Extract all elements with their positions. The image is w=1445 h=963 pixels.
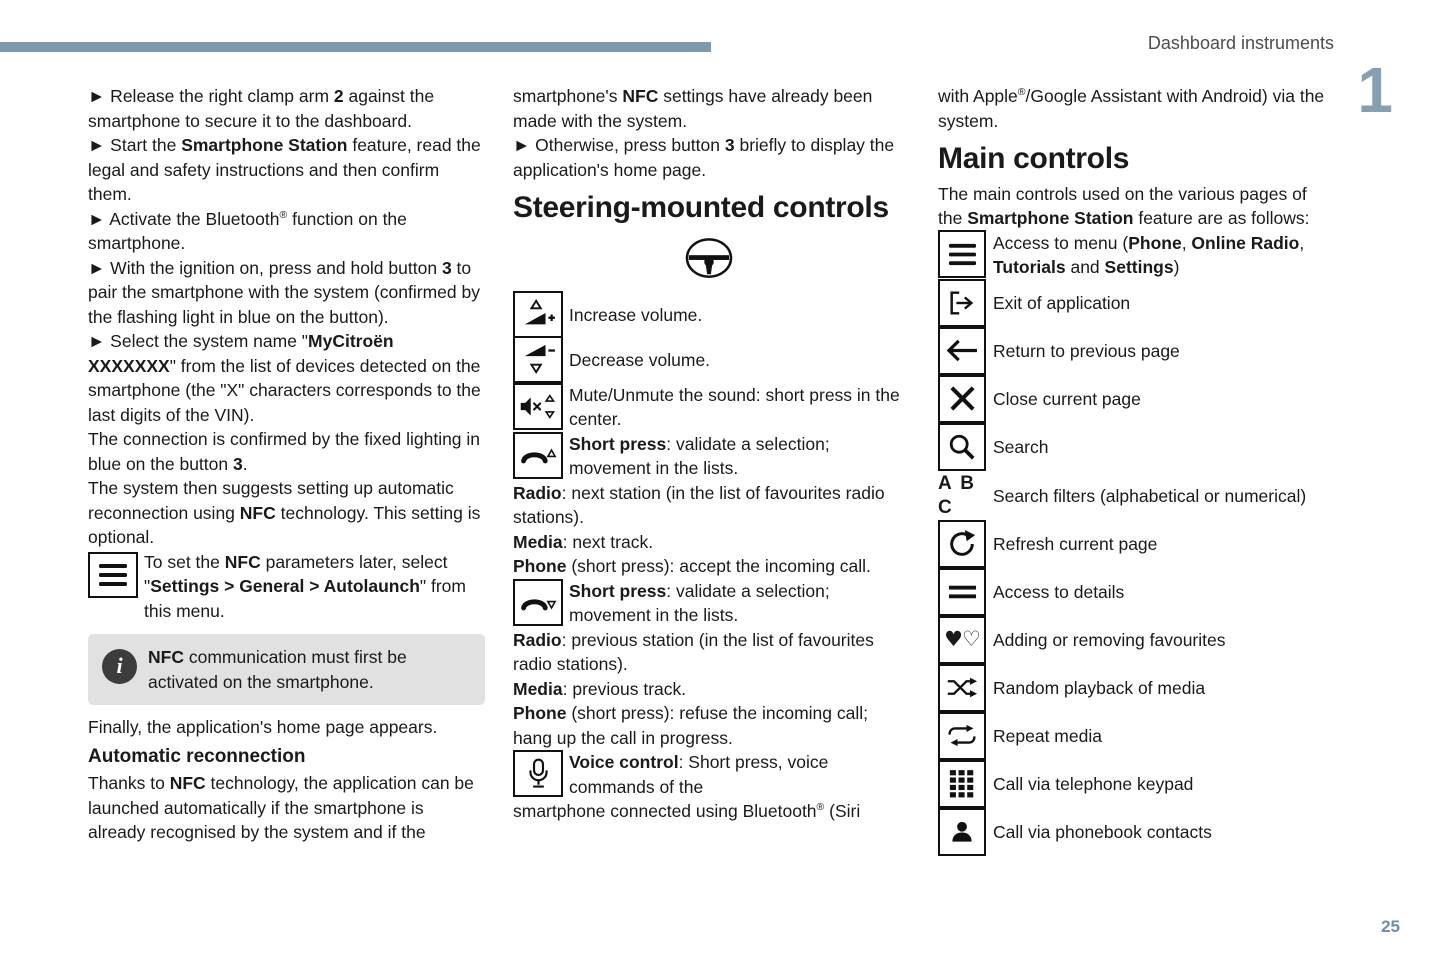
control-description: Decrease volume. [569, 349, 711, 370]
control-description: Random playback of media [993, 678, 1206, 699]
control-description: Close current page [993, 389, 1141, 410]
paragraph: The connection is confirmed by the fixed lighting in blue on the button 3. [88, 429, 481, 474]
section-heading-main-controls: Main controls [938, 142, 1130, 175]
paragraph: To set the NFC parameters later, select "Settings > General > Autolaunch" from this menu. [144, 551, 466, 621]
control-row [513, 293, 905, 338]
info-text: NFC communication must first be activated on the smartphone. [148, 647, 407, 692]
paragraph: smartphone connected using Bluetooth® (Siri [513, 801, 861, 821]
search-icon [938, 423, 986, 471]
control-row [513, 383, 905, 432]
control-row [938, 231, 1334, 280]
info-box [88, 634, 485, 705]
favourites-hearts-icon: ♥♡ [938, 616, 986, 664]
paragraph: smartphone's NFC settings have already been made with the system. [513, 86, 873, 131]
control-row [938, 424, 1334, 472]
volume-up-icon [513, 291, 563, 338]
chapter-color-bar [0, 42, 711, 52]
control-description: Voice control: Short press, voice commands of the [569, 752, 829, 797]
paragraph: Media: previous track. [513, 678, 687, 699]
control-row [513, 432, 905, 481]
control-row [938, 280, 1334, 328]
column-right [938, 84, 1334, 857]
control-description: Search [993, 437, 1049, 458]
control-row [938, 761, 1334, 809]
menu-note [88, 550, 485, 624]
control-description: Refresh current page [993, 534, 1158, 555]
steering-wheel-icon [513, 237, 905, 281]
refresh-icon [938, 520, 986, 568]
chapter-number: 1 [1357, 54, 1393, 126]
volume-down-icon [513, 336, 563, 383]
close-icon [938, 375, 986, 423]
bullet-paragraph: ► With the ignition on, press and hold button 3 to pair the smartphone with the system (confirmed by the flashing light in blue on the button). [88, 257, 480, 327]
paragraph: Thanks to NFC technology, the application can be launched automatically if the smartphone is already recognised by the system and if the [88, 773, 474, 842]
microphone-icon [513, 750, 563, 797]
exit-icon [938, 279, 986, 327]
control-row [938, 809, 1334, 857]
control-row [938, 472, 1334, 521]
control-row [938, 328, 1334, 376]
control-row [938, 713, 1334, 761]
phone-answer-icon [513, 432, 563, 479]
paragraph: Finally, the application's home page appears. [88, 717, 438, 737]
bullet-paragraph: ► Select the system name "MyCitroën XXXXXXX" from the list of devices detected on the smartphone (the "X" characters corresponds to the last digits of the VIN). [88, 331, 481, 425]
control-row [513, 750, 905, 799]
paragraph: The main controls used on the various pages of the Smartphone Station feature are as follows: [938, 183, 1310, 228]
control-description: Repeat media [993, 726, 1102, 747]
control-row [938, 376, 1334, 424]
contacts-icon [938, 808, 986, 856]
header-title: Dashboard instruments [1147, 33, 1334, 53]
control-description: Short press: validate a selection; movement in the lists. [569, 580, 830, 625]
section-heading-steering: Steering-mounted controls [513, 191, 889, 224]
repeat-icon [938, 712, 986, 760]
abc-filter-label: A B C [938, 472, 977, 518]
back-arrow-icon [938, 327, 986, 375]
info-icon: i [102, 649, 137, 684]
subsection-heading: Automatic reconnection [88, 745, 306, 767]
control-row [938, 521, 1334, 569]
control-row [938, 665, 1334, 713]
column-middle [513, 84, 905, 824]
control-row [513, 338, 905, 383]
paragraph: Radio: previous station (in the list of favourites radio stations). [513, 629, 874, 674]
paragraph: Media: next track. [513, 531, 654, 552]
control-description: Access to menu (Phone, Online Radio, Tutorials and Settings) [993, 232, 1305, 277]
paragraph: Phone (short press): accept the incoming call. [513, 556, 871, 576]
control-description: Call via telephone keypad [993, 774, 1194, 795]
page-number: 25 [1381, 916, 1400, 936]
column-left [88, 84, 485, 845]
control-description: Increase volume. [569, 304, 703, 325]
control-row [938, 617, 1334, 665]
shuffle-icon [938, 664, 986, 712]
paragraph: with Apple®/Google Assistant with Android) via the system. [938, 86, 1325, 131]
control-description: Call via phonebook contacts [993, 822, 1212, 843]
bullet-paragraph: ► Start the Smartphone Station feature, read the legal and safety instructions and then confirm them. [88, 135, 481, 204]
paragraph: Phone (short press): refuse the incoming call; hang up the call in progress. [513, 703, 868, 748]
keypad-icon [938, 760, 986, 808]
details-icon [938, 568, 986, 616]
menu-icon [88, 552, 138, 598]
control-description: Mute/Unmute the sound: short press in the center. [569, 384, 900, 429]
control-description: Adding or removing favourites [993, 630, 1226, 651]
menu-icon [938, 230, 986, 278]
bullet-paragraph: ► Activate the Bluetooth® function on the smartphone. [88, 208, 407, 253]
control-description: Search filters (alphabetical or numerical) [993, 485, 1307, 506]
control-row [938, 569, 1334, 617]
control-description: Short press: validate a selection; movement in the lists. [569, 433, 830, 478]
mute-icon [513, 383, 563, 430]
control-description: Exit of application [993, 293, 1131, 314]
bullet-paragraph: ► Release the right clamp arm 2 against the smartphone to secure it to the dashboard. [88, 86, 435, 131]
paragraph: The system then suggests setting up automatic reconnection using NFC technology. This setting is optional. [88, 478, 481, 547]
control-row [513, 579, 905, 628]
phone-hangup-icon [513, 579, 563, 626]
bullet-paragraph: ► Otherwise, press button 3 briefly to display the application's home page. [513, 135, 895, 180]
control-description: Access to details [993, 582, 1125, 603]
paragraph: Radio: next station (in the list of favourites radio stations). [513, 482, 885, 527]
control-description: Return to previous page [993, 341, 1180, 362]
